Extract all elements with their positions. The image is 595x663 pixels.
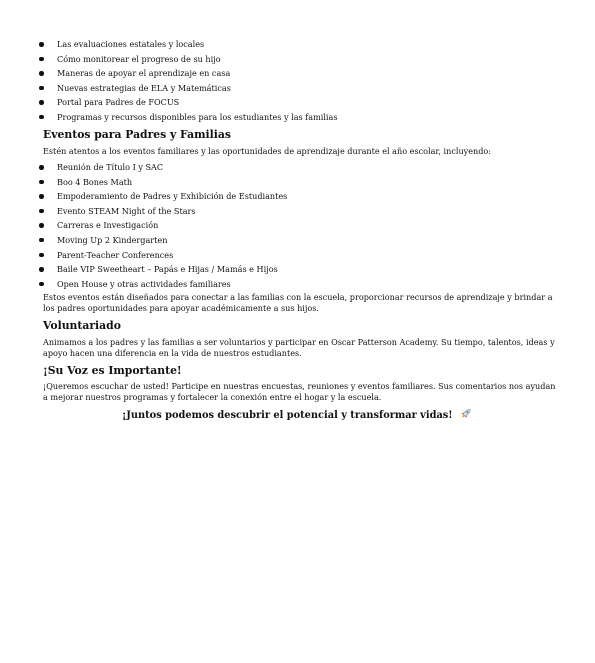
list-item	[38, 160, 558, 175]
list-item	[38, 66, 558, 81]
events-closing-paragraph: Estos eventos están diseñados para conectar a las familias con la escuela, proporcionar recursos de aprendizaje y brindar a los padres oportunidades para apoyar académicamente a sus hijos.	[43, 292, 553, 314]
bullet-icon	[39, 223, 44, 228]
bullet-icon	[39, 267, 44, 272]
bullet-icon	[39, 86, 44, 91]
list-item-text: Nuevas estrategias de ELA y Matemáticas	[57, 82, 231, 93]
list-item-text: Evento STEAM Night of the Stars	[57, 205, 196, 216]
events-heading: Eventos para Padres y Familias	[43, 128, 231, 141]
list-item-text: Baile VIP Sweetheart – Papás e Hijas / Mamás e Hijos	[57, 264, 278, 275]
volunteer-heading: Voluntariado	[43, 319, 121, 332]
list-item	[38, 52, 558, 67]
list-item	[38, 204, 558, 219]
closing-text: ¡Juntos podemos descubrir el potencial y transformar vidas!	[121, 410, 453, 421]
bullet-icon	[39, 115, 44, 120]
bullet-icon	[39, 42, 44, 47]
volunteer-paragraph: Animamos a los padres y las familias a ser voluntarios y participar en Oscar Patterson Academy. Su tiempo, talentos, ideas y apoyo hacen una diferencia en la vida de nuestros estudiantes.	[43, 337, 555, 359]
list-item	[38, 175, 558, 190]
list-item-text: Open House y otras actividades familiares	[57, 278, 231, 289]
bullet-icon	[39, 100, 44, 105]
closing-line	[0, 407, 595, 423]
list-item-text: Maneras de apoyar el aprendizaje en casa	[57, 68, 231, 79]
list-item	[38, 277, 558, 292]
list-item	[38, 110, 558, 125]
list-item-text: Portal para Padres de FOCUS	[57, 97, 180, 108]
voice-heading: ¡Su Voz es Importante!	[43, 364, 182, 377]
list-item-text: Cómo monitorear el progreso de su hijo	[57, 53, 221, 64]
topics-list	[38, 37, 558, 125]
events-list	[38, 160, 558, 291]
list-item	[38, 189, 558, 204]
bullet-icon	[39, 253, 44, 258]
events-intro: Estén atentos a los eventos familiares y las oportunidades de aprendizaje durante el año escolar, incluyendo:	[43, 146, 492, 156]
list-item-text: Moving Up 2 Kindergarten	[57, 234, 168, 245]
list-item-text: Programas y recursos disponibles para los estudiantes y las familias	[57, 111, 338, 122]
list-item	[38, 248, 558, 263]
bullet-icon	[39, 194, 44, 199]
rocket-icon	[459, 407, 473, 423]
bullet-icon	[39, 209, 44, 214]
list-item-text: Boo 4 Bones Math	[57, 176, 133, 187]
list-item-text: Parent-Teacher Conferences	[57, 249, 174, 260]
list-item	[38, 233, 558, 248]
bullet-icon	[39, 238, 44, 243]
bullet-icon	[39, 180, 44, 185]
bullet-icon	[39, 282, 44, 287]
list-item-text: Carreras e Investigación	[57, 220, 159, 231]
list-item	[38, 95, 558, 110]
list-item	[38, 37, 558, 52]
bullet-icon	[39, 57, 44, 62]
list-item	[38, 262, 558, 277]
list-item-text: Reunión de Título I y SAC	[57, 162, 164, 172]
list-item-text: Empoderamiento de Padres y Exhibición de Estudiantes	[57, 191, 288, 202]
list-item	[38, 218, 558, 233]
bullet-icon	[39, 71, 44, 76]
list-item	[38, 81, 558, 96]
list-item-text: Las evaluaciones estatales y locales	[57, 39, 205, 49]
voice-paragraph: ¡Queremos escuchar de usted! Participe en nuestras encuestas, reuniones y eventos familiares. Sus comentarios nos ayudan a mejorar nuestros programas y fortalecer la conexión entre el hogar y la escuela.	[43, 381, 556, 403]
bullet-icon	[39, 165, 44, 170]
